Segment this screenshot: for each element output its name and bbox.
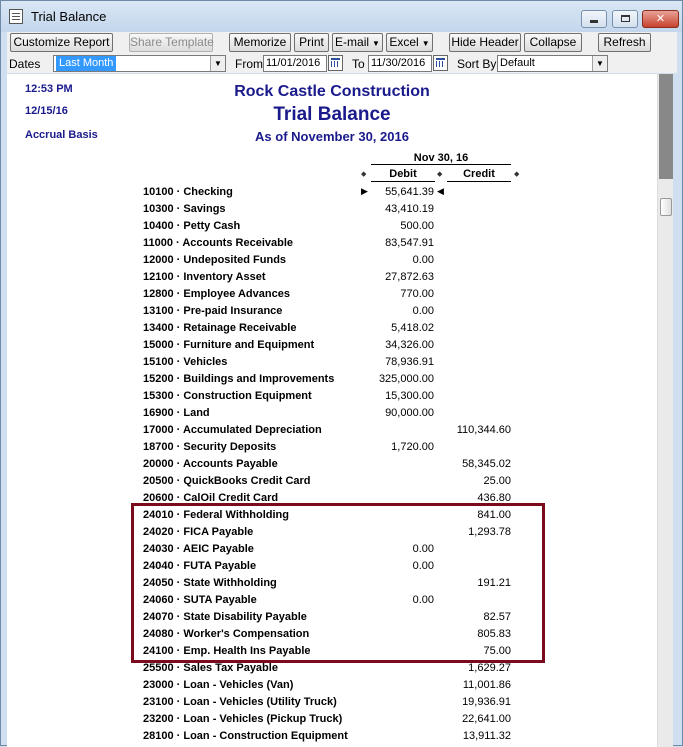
- account-name: 24080 · Worker's Compensation: [143, 628, 310, 640]
- chevron-down-icon: ▼: [372, 39, 380, 48]
- dates-label: Dates: [9, 57, 41, 71]
- table-row[interactable]: [7, 219, 657, 236]
- account-name: 15300 · Construction Equipment: [143, 390, 312, 402]
- email-label: E-mail: [335, 35, 370, 49]
- scrollbar-track-shade: [659, 74, 673, 179]
- maximize-button[interactable]: [612, 10, 638, 28]
- table-row[interactable]: [7, 304, 657, 321]
- debit-amount[interactable]: 43,410.19: [385, 203, 434, 215]
- table-row[interactable]: [7, 253, 657, 270]
- minimize-button[interactable]: [581, 10, 607, 28]
- table-row[interactable]: [7, 338, 657, 355]
- dates-select[interactable]: [53, 55, 226, 72]
- report-body: [7, 74, 657, 747]
- account-name: 13400 · Retainage Receivable: [143, 322, 297, 334]
- maximize-icon: [621, 15, 630, 22]
- account-name: 20500 · QuickBooks Credit Card: [143, 475, 311, 487]
- table-row[interactable]: [7, 474, 657, 491]
- debit-amount[interactable]: 0.00: [412, 305, 434, 317]
- debit-amount[interactable]: 78,936.91: [385, 356, 434, 368]
- credit-amount[interactable]: 25.00: [483, 475, 511, 487]
- debit-amount[interactable]: 27,872.63: [385, 271, 434, 283]
- credit-amount[interactable]: 191.21: [477, 577, 511, 589]
- debit-amount[interactable]: 770.00: [400, 288, 434, 300]
- close-button[interactable]: [642, 10, 679, 28]
- table-row[interactable]: [7, 372, 657, 389]
- account-name: 23100 · Loan - Vehicles (Utility Truck): [143, 696, 337, 708]
- to-date-field[interactable]: 11/30/2016: [368, 55, 432, 72]
- customize-report-button[interactable]: Customize Report: [10, 33, 113, 52]
- debit-amount[interactable]: 500.00: [400, 220, 434, 232]
- credit-amount[interactable]: 11,001.86: [462, 679, 511, 691]
- from-label: From: [235, 57, 263, 71]
- table-row[interactable]: [7, 457, 657, 474]
- column-resize-icon[interactable]: ◆: [361, 171, 367, 178]
- debit-amount[interactable]: 0.00: [412, 594, 434, 606]
- account-name: 28100 · Loan - Construction Equipment: [143, 730, 348, 742]
- account-name: 15200 · Buildings and Improvements: [143, 373, 335, 385]
- debit-amount[interactable]: 0.00: [412, 543, 434, 555]
- account-name: 12000 · Undeposited Funds: [143, 254, 287, 266]
- minimize-icon: [590, 20, 598, 23]
- account-name: 15000 · Furniture and Equipment: [143, 339, 315, 351]
- excel-label: Excel: [389, 35, 419, 49]
- calendar-icon[interactable]: [433, 55, 448, 71]
- account-name: 24100 · Emp. Health Ins Payable: [143, 645, 311, 657]
- table-row[interactable]: [7, 185, 657, 202]
- account-name: 17000 · Accumulated Depreciation: [143, 424, 322, 436]
- credit-amount[interactable]: 82.57: [483, 611, 511, 623]
- account-name: 10300 · Savings: [143, 203, 226, 215]
- credit-amount[interactable]: 436.80: [477, 492, 511, 504]
- table-row[interactable]: [7, 321, 657, 338]
- period-underline: [371, 164, 511, 165]
- debit-amount[interactable]: 55,641.39: [385, 186, 434, 198]
- scrollbar-thumb[interactable]: [660, 198, 672, 216]
- sort-by-label: Sort By: [457, 57, 497, 71]
- credit-amount[interactable]: 805.83: [477, 628, 511, 640]
- account-name: 24060 · SUTA Payable: [143, 594, 257, 606]
- report-basis: Accrual Basis: [25, 129, 98, 141]
- debit-underline: [371, 181, 435, 182]
- credit-amount[interactable]: 58,345.02: [462, 458, 511, 470]
- period-column-header: Nov 30, 16: [413, 152, 469, 164]
- window-title: Trial Balance: [31, 9, 107, 24]
- table-row[interactable]: [7, 729, 657, 746]
- credit-underline: [447, 181, 511, 182]
- account-name: 24010 · Federal Withholding: [143, 509, 289, 521]
- memorize-button[interactable]: Memorize: [229, 33, 291, 52]
- table-row[interactable]: [7, 406, 657, 423]
- credit-amount[interactable]: 1,293.78: [468, 526, 511, 538]
- account-name: 24020 · FICA Payable: [143, 526, 254, 538]
- account-name: 13100 · Pre-paid Insurance: [143, 305, 283, 317]
- close-icon: ✕: [655, 13, 666, 25]
- title-bar[interactable]: [1, 1, 682, 32]
- filter-bar: [7, 54, 677, 73]
- account-name: 24050 · State Withholding: [143, 577, 277, 589]
- credit-amount[interactable]: 22,641.00: [462, 713, 511, 725]
- credit-amount[interactable]: 75.00: [483, 645, 511, 657]
- dates-value: Last Month: [56, 56, 116, 71]
- report-title: Trial Balance: [273, 104, 391, 125]
- column-resize-icon[interactable]: ◆: [437, 171, 443, 178]
- refresh-button[interactable]: Refresh: [598, 33, 651, 52]
- hide-header-button[interactable]: Hide Header: [449, 33, 521, 52]
- report-as-of: As of November 30, 2016: [255, 129, 409, 144]
- table-row[interactable]: [7, 202, 657, 219]
- vertical-scrollbar[interactable]: [657, 74, 673, 747]
- account-name: 24070 · State Disability Payable: [143, 611, 307, 623]
- debit-amount[interactable]: 15,300.00: [385, 390, 434, 402]
- account-name: 16900 · Land: [143, 407, 210, 419]
- share-template-button[interactable]: Share Template: [129, 33, 213, 52]
- debit-amount[interactable]: 1,720.00: [391, 441, 434, 453]
- credit-amount[interactable]: 19,936.91: [462, 696, 511, 708]
- debit-amount[interactable]: 0.00: [412, 560, 434, 572]
- column-resize-icon[interactable]: ◆: [514, 171, 520, 178]
- account-name: 25500 · Sales Tax Payable: [143, 662, 278, 674]
- row-cursor-right-icon: ◀: [437, 186, 444, 196]
- debit-amount[interactable]: 83,547.91: [385, 237, 434, 249]
- account-name: 11000 · Accounts Receivable: [143, 237, 294, 249]
- report-window-icon: [9, 9, 23, 24]
- table-row[interactable]: [7, 355, 657, 372]
- credit-amount[interactable]: 13,911.32: [462, 730, 511, 742]
- account-name: 23200 · Loan - Vehicles (Pickup Truck): [143, 713, 343, 725]
- account-name: 24030 · AEIC Payable: [143, 543, 254, 555]
- from-date-field[interactable]: 11/01/2016: [263, 55, 327, 72]
- account-name: 12800 · Employee Advances: [143, 288, 290, 300]
- table-row[interactable]: [7, 389, 657, 406]
- table-row[interactable]: [7, 236, 657, 253]
- table-row[interactable]: [7, 270, 657, 287]
- payroll-liabilities-highlight: [131, 503, 545, 663]
- sort-by-select[interactable]: [497, 55, 608, 72]
- debit-amount[interactable]: 34,326.00: [385, 339, 434, 351]
- debit-column-header[interactable]: Debit: [389, 168, 417, 180]
- table-row[interactable]: [7, 661, 657, 678]
- credit-amount[interactable]: 110,344.60: [456, 424, 511, 436]
- collapse-button[interactable]: Collapse: [524, 33, 582, 52]
- chevron-down-icon: ▼: [592, 56, 607, 71]
- credit-amount[interactable]: 841.00: [477, 509, 511, 521]
- table-row[interactable]: [7, 678, 657, 695]
- table-row[interactable]: [7, 287, 657, 304]
- email-button[interactable]: [332, 33, 383, 52]
- company-name: Rock Castle Construction: [234, 83, 430, 100]
- row-cursor-left-icon: ▶: [361, 186, 368, 196]
- account-name: 20000 · Accounts Payable: [143, 458, 278, 470]
- account-name: 12100 · Inventory Asset: [143, 271, 266, 283]
- account-name: 20600 · CalOil Credit Card: [143, 492, 279, 504]
- to-label: To: [352, 57, 365, 71]
- debit-amount[interactable]: 5,418.02: [391, 322, 434, 334]
- calendar-icon[interactable]: [328, 55, 343, 71]
- debit-amount[interactable]: 90,000.00: [385, 407, 434, 419]
- account-name: 24040 · FUTA Payable: [143, 560, 257, 572]
- report-time: 12:53 PM: [25, 83, 73, 95]
- debit-amount[interactable]: 325,000.00: [378, 373, 434, 385]
- account-name: 23000 · Loan - Vehicles (Van): [143, 679, 294, 691]
- chevron-down-icon: ▼: [210, 56, 225, 71]
- report-toolbar: [7, 32, 677, 54]
- sort-by-value: Default: [500, 57, 535, 69]
- account-name: 15100 · Vehicles: [143, 356, 228, 368]
- account-name: 10400 · Petty Cash: [143, 220, 241, 232]
- account-name: 18700 · Security Deposits: [143, 441, 277, 453]
- debit-amount[interactable]: 0.00: [412, 254, 434, 266]
- excel-button[interactable]: [386, 33, 433, 52]
- credit-amount[interactable]: 1,629.27: [468, 662, 511, 674]
- table-row[interactable]: [7, 712, 657, 729]
- table-row[interactable]: [7, 423, 657, 440]
- table-row[interactable]: [7, 695, 657, 712]
- account-name: 10100 · Checking: [143, 186, 233, 198]
- chevron-down-icon: ▼: [421, 39, 430, 48]
- print-button[interactable]: Print: [294, 33, 329, 52]
- table-row[interactable]: [7, 440, 657, 457]
- report-date: 12/15/16: [25, 105, 68, 117]
- credit-column-header[interactable]: Credit: [463, 168, 495, 180]
